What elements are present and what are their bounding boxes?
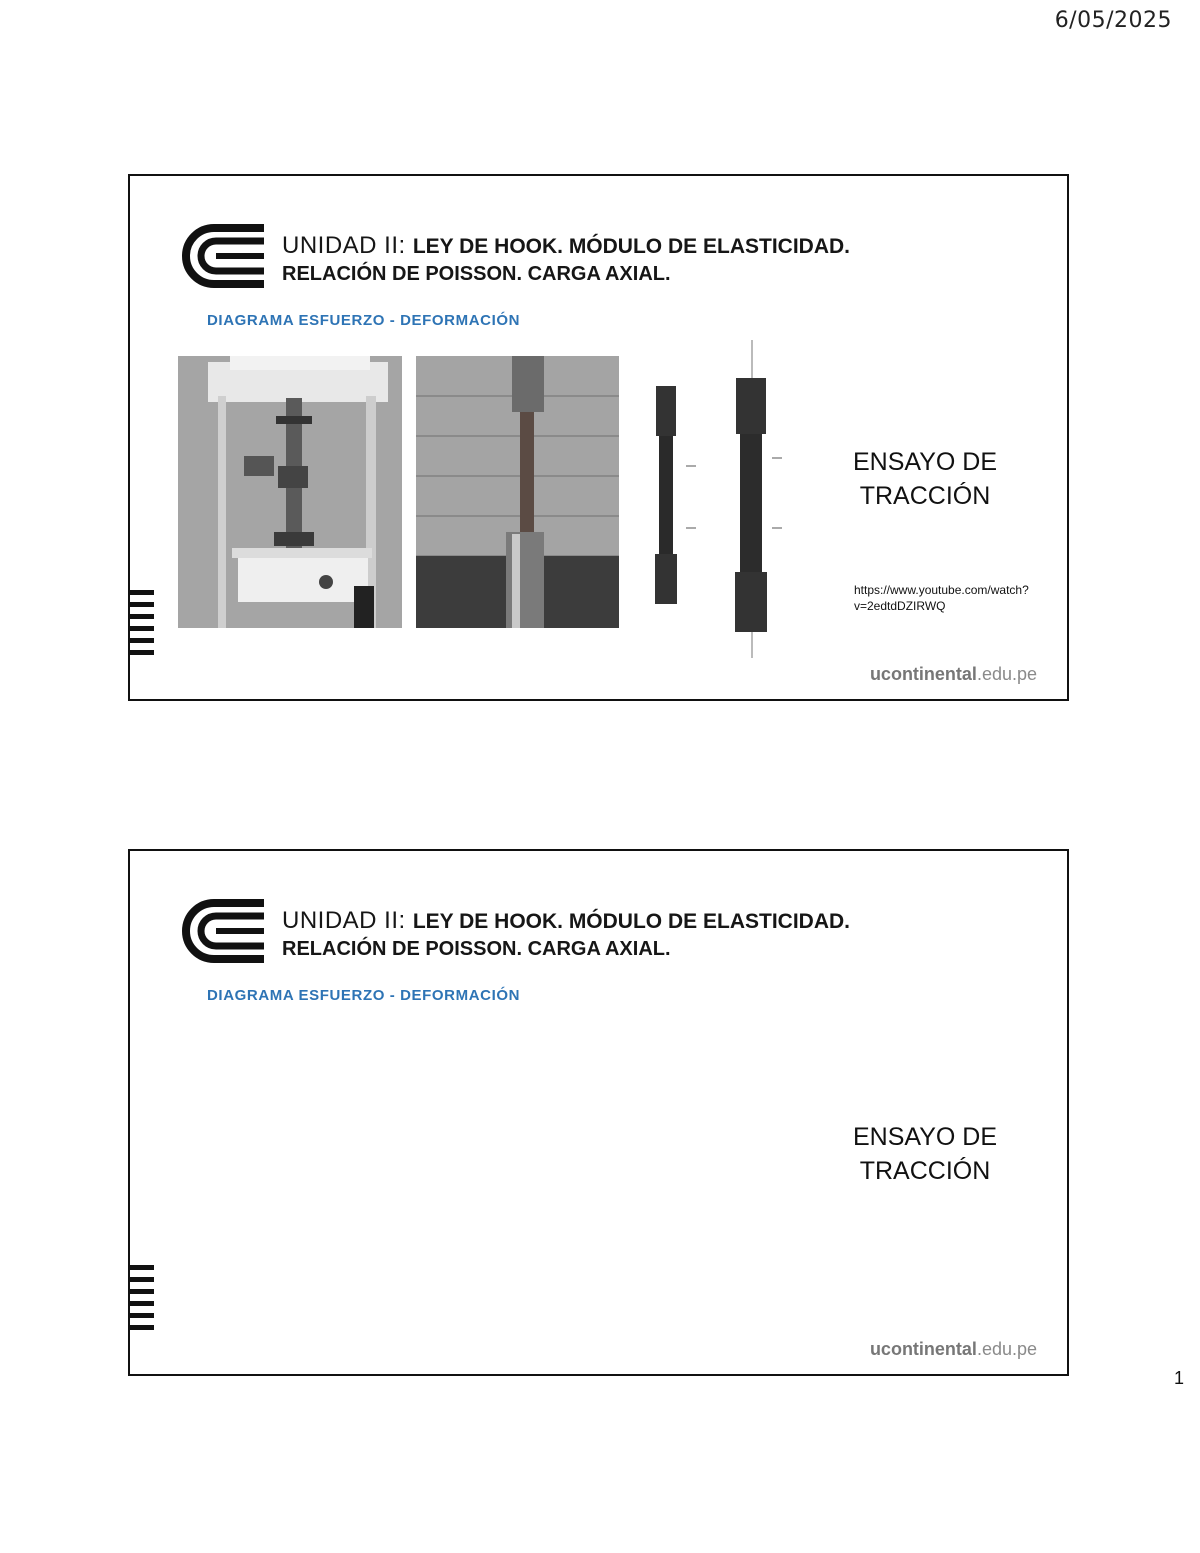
tensile-machine-photo [178, 356, 402, 628]
slide-subtitle: DIAGRAMA ESFUERZO - DEFORMACIÓN [207, 312, 521, 329]
brand-rest: .edu.pe [976, 664, 1037, 684]
brand-rest: .edu.pe [976, 1339, 1037, 1359]
ensayo-label: ENSAYO DE TRACCIÓN [852, 448, 998, 510]
specimen-grip-photo [416, 356, 619, 628]
brand-bold: ucontinental [869, 664, 977, 684]
title-line-1: LEY DE HOOK. MÓDULO DE ELASTICIDAD. [412, 235, 850, 258]
continental-logo-icon [180, 224, 264, 288]
title-line-2: RELACIÓN DE POISSON. CARGA AXIAL. [282, 938, 671, 961]
slide-title [282, 905, 850, 962]
tensile-specimens-drawing [640, 340, 790, 658]
continental-logo-icon [180, 899, 264, 963]
page-number: 1 [1173, 1368, 1184, 1388]
stripes-icon [130, 590, 154, 662]
brand-footer [870, 664, 1037, 685]
title-unidad: UNIDAD II: [282, 907, 413, 934]
title-unidad: UNIDAD II: [282, 232, 413, 259]
brand-bold: ucontinental [869, 1339, 977, 1359]
slide-subtitle: DIAGRAMA ESFUERZO - DEFORMACIÓN [207, 987, 521, 1004]
video-link[interactable]: https://www.youtube.com/watch?v=2edtdDZIRWQ [854, 583, 1029, 613]
title-line-2: RELACIÓN DE POISSON. CARGA AXIAL. [282, 263, 671, 286]
title-line-1: LEY DE HOOK. MÓDULO DE ELASTICIDAD. [412, 910, 850, 933]
ensayo-label: ENSAYO DE TRACCIÓN [852, 1123, 998, 1185]
slide-2 [128, 849, 1069, 1376]
slide-1 [128, 174, 1069, 701]
page-date: 6/05/2025 [1054, 8, 1172, 33]
brand-footer [870, 1339, 1037, 1360]
stripes-icon [130, 1265, 154, 1337]
slide-title [282, 230, 850, 287]
